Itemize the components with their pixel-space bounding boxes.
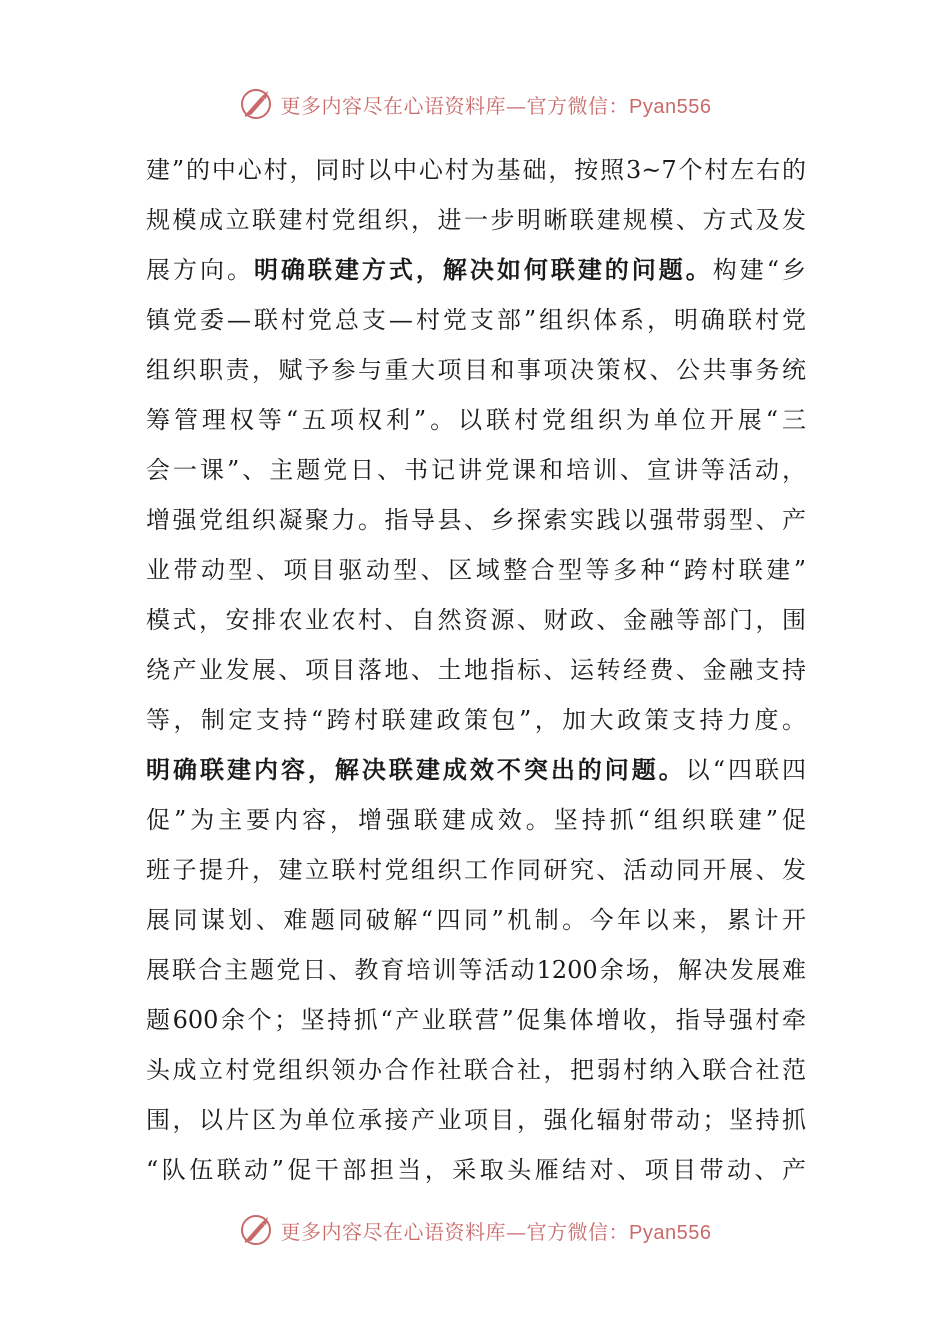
text-line bbox=[146, 295, 806, 345]
body-text: 规模成立联建村党组织，进一步明晰联建规模、方式及发 bbox=[146, 206, 806, 234]
body-text: 增强党组织凝聚力。指导县、乡探索实践以强带弱型、产 bbox=[146, 506, 806, 534]
bold-heading-text: 明确联建方式，解决如何联建的问题。 bbox=[253, 256, 713, 284]
document-body bbox=[146, 145, 806, 1195]
text-line bbox=[146, 195, 806, 245]
text-line bbox=[146, 445, 806, 495]
body-text: 展方向。 bbox=[146, 256, 254, 284]
footer-wechat-label: 官方微信： bbox=[526, 1219, 630, 1244]
text-line bbox=[146, 495, 806, 545]
body-text: 绕产业发展、项目落地、土地指标、运转经费、金融支持 bbox=[146, 656, 806, 684]
text-line bbox=[146, 895, 806, 945]
body-text: 题600余个；坚持抓“产业联营”促集体增收，指导强村牵 bbox=[146, 1006, 806, 1034]
body-text: 会一课”、主题党日、书记讲党课和培训、宣讲等活动， bbox=[146, 456, 806, 484]
quill-pen-logo-icon bbox=[239, 87, 273, 121]
body-text: 构建“乡 bbox=[712, 256, 806, 284]
text-line bbox=[146, 1095, 806, 1145]
footer-wechat-id: Pyan556 bbox=[629, 1221, 712, 1244]
bold-heading-text: 明确联建内容，解决联建成效不突出的问题。 bbox=[146, 756, 686, 784]
header-banner bbox=[0, 84, 950, 124]
body-text: 头成立村党组织领办合作社联合社，把弱村纳入联合社范 bbox=[146, 1056, 806, 1084]
header-banner-title: 更多内容尽在心语资料库 bbox=[280, 93, 507, 118]
body-text: 业带动型、项目驱动型、区域整合型等多种“跨村联建” bbox=[146, 556, 806, 584]
body-text: 围，以片区为单位承接产业项目，强化辐射带动；坚持抓 bbox=[146, 1106, 806, 1134]
body-text: “队伍联动”促干部担当，采取头雁结对、项目带动、产 bbox=[146, 1156, 806, 1184]
body-text: 等，制定支持“跨村联建政策包”，加大政策支持力度。 bbox=[146, 706, 806, 734]
header-wechat-label: 官方微信： bbox=[526, 93, 630, 118]
footer-banner-title: 更多内容尽在心语资料库 bbox=[280, 1219, 507, 1244]
text-line bbox=[146, 795, 806, 845]
body-text: 模式，安排农业农村、自然资源、财政、金融等部门，围 bbox=[146, 606, 806, 634]
text-line bbox=[146, 595, 806, 645]
text-line bbox=[146, 695, 806, 745]
text-line bbox=[146, 845, 806, 895]
text-line bbox=[146, 995, 806, 1045]
body-text: 镇党委—联村党总支—村党支部”组织体系，明确联村党 bbox=[146, 306, 806, 334]
text-line bbox=[146, 395, 806, 445]
body-text: 展同谋划、难题同破解“四同”机制。今年以来，累计开 bbox=[146, 906, 806, 934]
body-text: 展联合主题党日、教育培训等活动1200余场，解决发展难 bbox=[146, 956, 806, 984]
text-line bbox=[146, 545, 806, 595]
body-text: 促”为主要内容，增强联建成效。坚持抓“组织联建”促 bbox=[146, 806, 806, 834]
body-text: 组织职责，赋予参与重大项目和事项决策权、公共事务统 bbox=[146, 356, 806, 384]
header-banner-text bbox=[281, 90, 712, 119]
header-banner-separator: — bbox=[506, 93, 527, 118]
body-text: 班子提升，建立联村党组织工作同研究、活动同开展、发 bbox=[146, 856, 806, 884]
quill-pen-logo-icon bbox=[239, 1213, 273, 1247]
body-text: 以“四联四 bbox=[685, 756, 806, 784]
text-line bbox=[146, 345, 806, 395]
text-line bbox=[146, 945, 806, 995]
body-text: 筹管理权等“五项权利”。以联村党组织为单位开展“三 bbox=[146, 406, 806, 434]
text-line bbox=[146, 645, 806, 695]
text-line bbox=[146, 1145, 806, 1195]
text-line bbox=[146, 245, 806, 295]
text-line bbox=[146, 745, 806, 795]
text-line bbox=[146, 1045, 806, 1095]
header-wechat-id: Pyan556 bbox=[629, 95, 712, 118]
text-line bbox=[146, 145, 806, 195]
body-text: 建”的中心村，同时以中心村为基础，按照3~7个村左右的 bbox=[146, 156, 806, 184]
footer-banner-text bbox=[281, 1216, 712, 1245]
footer-banner-separator: — bbox=[506, 1219, 527, 1244]
footer-banner bbox=[0, 1210, 950, 1250]
